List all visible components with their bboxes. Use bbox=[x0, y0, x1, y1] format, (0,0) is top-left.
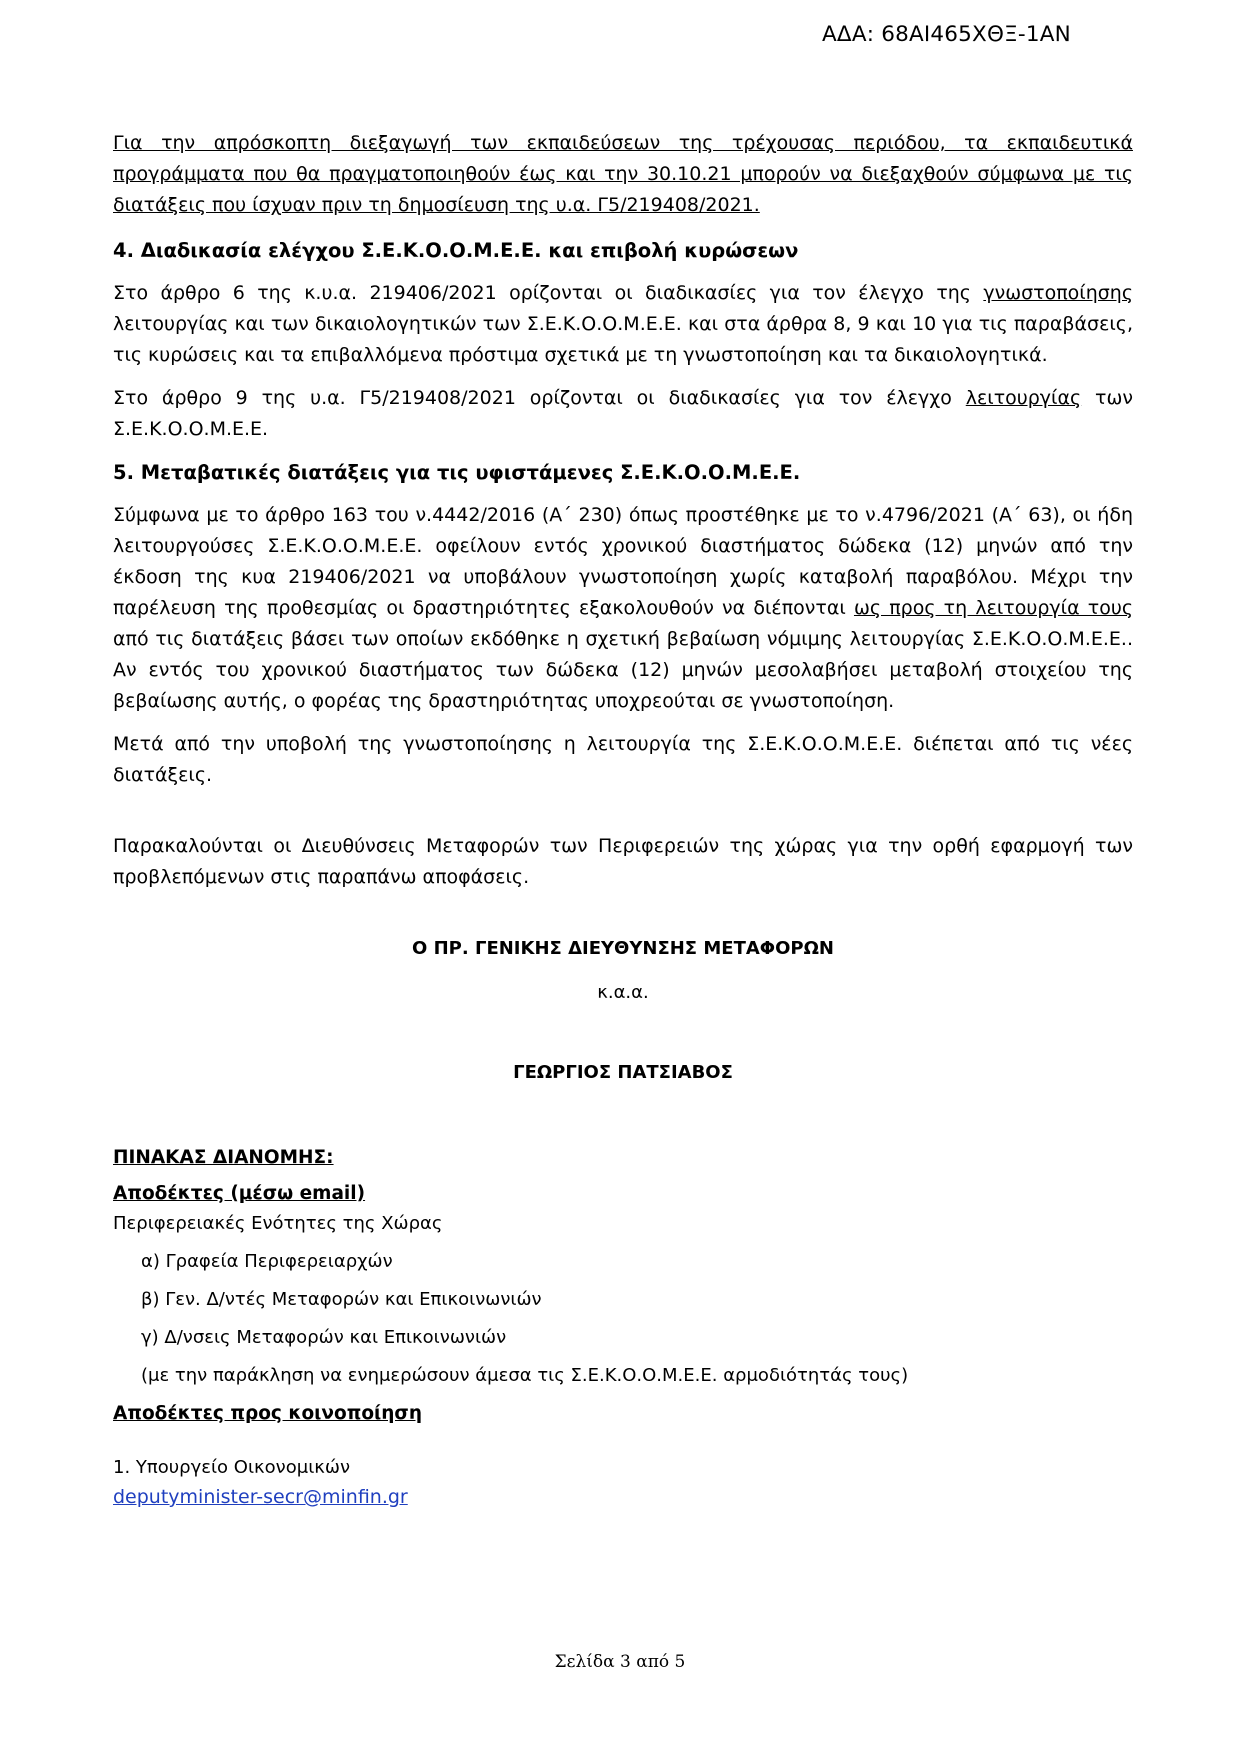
section-4-paragraph-1: Στο άρθρο 6 της κ.υ.α. 219406/2021 ορίζονται οι διαδικασίες για τον έλεγχο της γνωστοποίησης λειτουργίας και των δικαιολογητικών των Σ.Ε.Κ.Ο.Ο.Μ.Ε.Ε. και στα άρθρα 8, 9 και 10 για τις παραβάσεις, τις κυρώσεις και τα επιβαλλόμενα πρόστιμα σχετικά με τη γνωστοποίηση και τα δικαιολογητικά. bbox=[113, 282, 1133, 366]
section-5-heading: 5. Μεταβατικές διατάξεις για τις υφιστάμενες Σ.Ε.Κ.Ο.Ο.Μ.Ε.Ε. bbox=[113, 461, 801, 484]
cc-item: 1. Υπουργείο Οικονομικών bbox=[113, 1457, 351, 1478]
document-body bbox=[113, 128, 1133, 1511]
list-item: (με την παράκληση να ενημερώσουν άμεσα τις Σ.Ε.Κ.Ο.Ο.Μ.Ε.Ε. αρμοδιότητάς τους) bbox=[141, 1365, 909, 1386]
signature-title: Ο ΠΡ. ΓΕΝΙΚΗΣ ΔΙΕΥΘΥΝΣΗΣ ΜΕΤΑΦΟΡΩΝ bbox=[412, 938, 834, 959]
page-number: Σελίδα 3 από 5 bbox=[554, 1652, 686, 1672]
section-4-heading: 4. Διαδικασία ελέγχου Σ.Ε.Κ.Ο.Ο.Μ.Ε.Ε. και επιβολή κυρώσεων bbox=[113, 239, 799, 262]
section-5-paragraph-1: Σύμφωνα με το άρθρο 163 του ν.4442/2016 (Α΄ 230) όπως προστέθηκε με το ν.4796/2021 (Α΄ 63), οι ήδη λειτουργούσες Σ.Ε.Κ.Ο.Ο.Μ.Ε.Ε. οφείλουν εντός χρονικού διαστήματος δώδεκα (12) μηνών από την έκδοση της κυα 219406/2021 να υποβάλουν γνωστοποίηση χωρίς καταβολή παραβόλου. Μέχρι την παρέλευση της προθεσμίας οι δραστηριότητες εξακολουθούν να διέπονται ως προς τη λειτουργία τους από τις διατάξεις βάσει των οποίων εκδόθηκε η σχετική βεβαίωση νόμιμης λειτουργίας Σ.Ε.Κ.Ο.Ο.Μ.Ε.Ε.. Αν εντός του χρονικού διαστήματος των δώδεκα (12) μηνών μεσολαβήσει μεταβολή στοιχείου της βεβαίωσης αυτής, ο φορέας της δραστηριότητας υποχρεούται σε γνωστοποίηση. bbox=[113, 504, 1133, 712]
closing-paragraph: Παρακαλούνται οι Διευθύνσεις Μεταφορών των Περιφερειών της χώρας για την ορθή εφαρμογή των προβλεπόμενων στις παραπάνω αποφάσεις. bbox=[113, 835, 1133, 888]
section-4-paragraph-2: Στο άρθρο 9 της υ.α. Γ5/219408/2021 ορίζονται οι διαδικασίες για τον έλεγχο λειτουργίας των Σ.Ε.Κ.Ο.Ο.Μ.Ε.Ε. bbox=[113, 387, 1133, 440]
distribution-title: ΠΙΝΑΚΑΣ ΔΙΑΝΟΜΗΣ: bbox=[113, 1147, 334, 1168]
recipients-intro: Περιφερειακές Ενότητες της Χώρας bbox=[113, 1213, 443, 1234]
cc-title: Αποδέκτες προς κοινοποίηση bbox=[113, 1403, 422, 1424]
underlined-term: ως προς τη λειτουργία τους bbox=[853, 597, 1133, 619]
signature-kaa: κ.α.α. bbox=[597, 982, 649, 1003]
ada-code: ΑΔΑ: 68ΑΙ465ΧΘΞ-1ΑΝ bbox=[822, 22, 1071, 47]
list-item: β) Γεν. Δ/ντές Μεταφορών και Επικοινωνιών bbox=[141, 1289, 542, 1310]
underlined-term: λειτουργίας bbox=[965, 387, 1082, 409]
email-link[interactable]: deputyminister-secr@minfin.gr bbox=[113, 1486, 408, 1508]
recipients-title: Αποδέκτες (μέσω email) bbox=[113, 1183, 366, 1204]
signatory-name: ΓΕΩΡΓΙΟΣ ΠΑΤΣΙΑΒΟΣ bbox=[513, 1062, 733, 1083]
list-item: γ) Δ/νσεις Μεταφορών και Επικοινωνιών bbox=[141, 1327, 507, 1348]
underlined-term: γνωστοποίησης bbox=[983, 282, 1133, 304]
intro-paragraph: Για την απρόσκοπτη διεξαγωγή των εκπαιδεύσεων της τρέχουσας περιόδου, τα εκπαιδευτικά προγράμματα που θα πραγματοποιηθούν έως και την 30.10.21 μπορούν να διεξαχθούν σύμφωνα με τις διατάξεις που ίσχυαν πριν τη δημοσίευση της υ.α. Γ5/219408/2021. bbox=[113, 132, 1133, 216]
section-5-paragraph-2: Μετά από την υποβολή της γνωστοποίησης η λειτουργία της Σ.Ε.Κ.Ο.Ο.Μ.Ε.Ε. διέπεται από τις νέες διατάξεις. bbox=[113, 733, 1133, 786]
list-item: α) Γραφεία Περιφερειαρχών bbox=[141, 1251, 393, 1272]
